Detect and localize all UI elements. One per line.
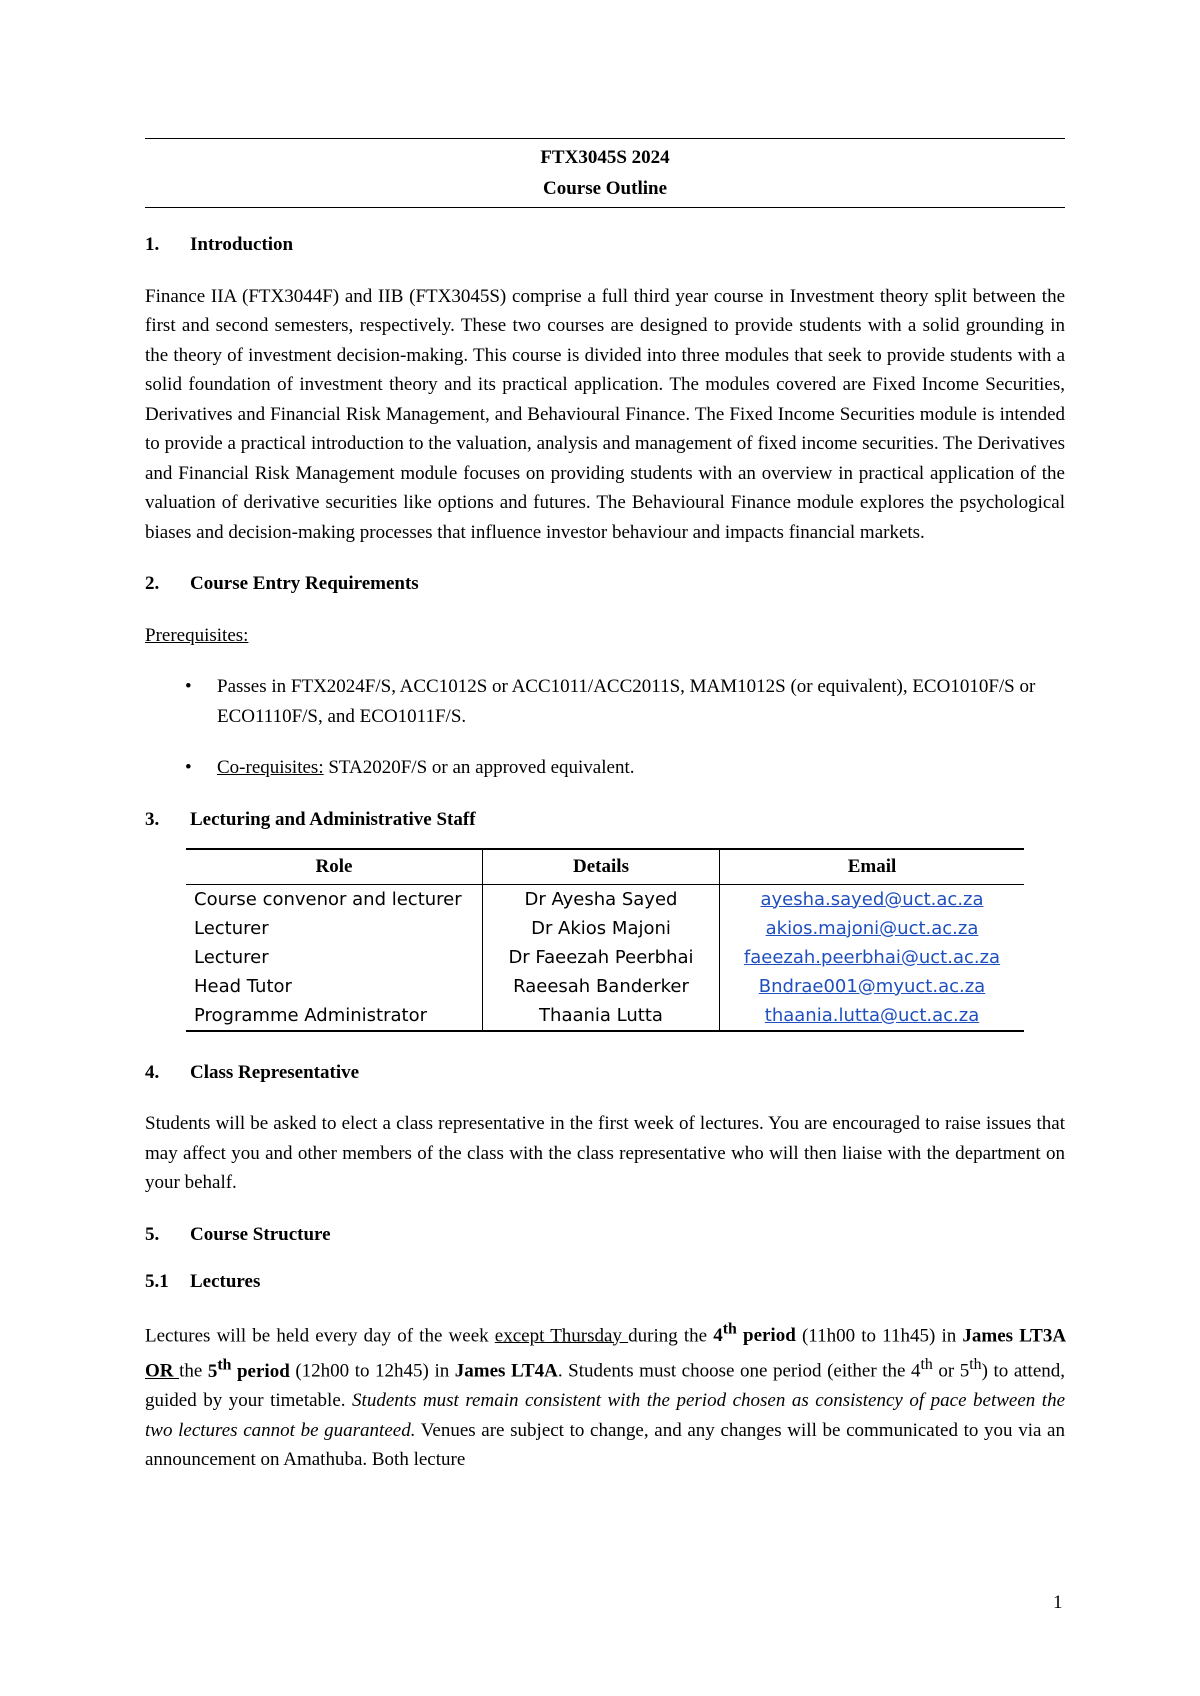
requirements-list: [145, 672, 1065, 783]
lectures-paragraph: Lectures will be held every day of the week except Thursday during the 4th period (11h00 to 11h45) in James LT3A OR the 5th period (12h00 to 12h45) in James LT4A. Students must choose one period (either the 4th or 5th) to attend, guided by your timetable. Students must remain consistent with the period chosen as consistency of pace between the two lectures cannot be guaranteed. Venues are subject to change, and any changes will be communicated to you via an announcement on Amathuba. Both lecture: [145, 1320, 1066, 1471]
section-title: Course Structure: [190, 1223, 331, 1245]
role-cell: Head Tutor: [186, 972, 483, 1001]
page-number: 1: [1053, 1592, 1063, 1613]
section-number: 4.: [145, 1061, 160, 1083]
section-title: Course Entry Requirements: [190, 573, 419, 594]
name-cell: Raeesah Banderker: [483, 972, 720, 1001]
name-cell: Dr Akios Majoni: [483, 914, 720, 943]
column-header-role: Role: [186, 849, 483, 884]
section-heading-entry-requirements: [145, 569, 1065, 599]
staff-table: [186, 848, 1024, 1032]
subsection-title: Lectures: [190, 1271, 261, 1292]
bullet-icon: •: [185, 757, 192, 778]
corequisites-label: Co-requisites:: [217, 757, 324, 778]
name-cell: Dr Ayesha Sayed: [483, 884, 720, 914]
subsection-heading-lectures: [145, 1267, 1065, 1297]
table-row: [186, 884, 1024, 914]
section-number: 2.: [145, 573, 160, 594]
subsection-number: 5.1: [145, 1271, 169, 1292]
title-block: [145, 139, 1065, 207]
table-row: [186, 943, 1024, 972]
table-row: [186, 1001, 1024, 1031]
section-heading-class-rep: [145, 1058, 1065, 1088]
email-link[interactable]: akios.majoni@uct.ac.za: [765, 917, 979, 939]
section-heading-course-structure: [145, 1220, 1065, 1250]
table-header-row: [186, 849, 1024, 884]
section-title: Introduction: [190, 234, 294, 255]
role-cell: Programme Administrator: [186, 1001, 483, 1031]
email-link[interactable]: faeezah.peerbhai@uct.ac.za: [743, 946, 1001, 968]
section-heading-introduction: [145, 230, 1065, 260]
prerequisites-label: Prerequisites:: [145, 624, 249, 646]
email-link[interactable]: Bndrae001@myuct.ac.za: [758, 975, 986, 997]
corequisites-text: STA2020F/S or an approved equivalent.: [323, 757, 635, 778]
table-row: [186, 914, 1024, 943]
email-link[interactable]: ayesha.sayed@uct.ac.za: [760, 888, 984, 910]
role-cell: Lecturer: [186, 914, 483, 943]
bullet-icon: •: [185, 676, 192, 697]
section-number: 1.: [145, 234, 160, 255]
name-cell: Dr Faeezah Peerbhai: [483, 943, 720, 972]
role-cell: Lecturer: [186, 943, 483, 972]
prerequisites-text: Passes in FTX2024F/S, ACC1012S or ACC1011/ACC2011S, MAM1012S (or equivalent), ECO1010F/S or ECO1110F/S, and ECO1011F/S.: [217, 676, 1036, 727]
bottom-rule: [145, 207, 1065, 208]
name-cell: Thaania Lutta: [483, 1001, 720, 1031]
course-code: FTX3045S 2024: [540, 147, 670, 168]
introduction-paragraph: Finance IIA (FTX3044F) and IIB (FTX3045S) comprise a full third year course in Investment theory split between the first and second semesters, respectively. These two courses are designed to provide students with a solid grounding in the theory of investment decision-making. This course is divided into three modules that seek to provide students with a solid foundation of investment theory and its practical application. The modules covered are Fixed Income Securities, Derivatives and Financial Risk Management, and Behavioural Finance. The Fixed Income Securities module is intended to provide a practical introduction to the valuation, analysis and management of fixed income securities. The Derivatives and Financial Risk Management module focuses on providing students with an overview in practical application of the valuation of derivative securities like options and futures. The Behavioural Finance module explores the psychological biases and decision-making processes that influence investor behaviour and impacts financial markets.: [145, 285, 1065, 543]
document-title: Course Outline: [542, 178, 668, 199]
list-item: [145, 672, 1065, 731]
section-title: Class Representative: [190, 1061, 360, 1083]
column-header-email: Email: [720, 849, 1025, 884]
page-content: [145, 138, 1065, 1475]
section-number: 5.: [145, 1223, 160, 1245]
column-header-details: Details: [483, 849, 720, 884]
section-title: Lecturing and Administrative Staff: [190, 808, 476, 830]
email-link[interactable]: thaania.lutta@uct.ac.za: [764, 1004, 980, 1026]
role-cell: Course convenor and lecturer: [186, 884, 483, 914]
table-row: [186, 972, 1024, 1001]
list-item: [145, 753, 1065, 783]
class-rep-paragraph: Students will be asked to elect a class representative in the first week of lectures. You are encouraged to raise issues that may affect you and other members of the class with the class representative who will then liaise with the department on your behalf.: [145, 1113, 1065, 1193]
section-heading-staff: [145, 805, 1065, 835]
section-number: 3.: [145, 808, 160, 830]
